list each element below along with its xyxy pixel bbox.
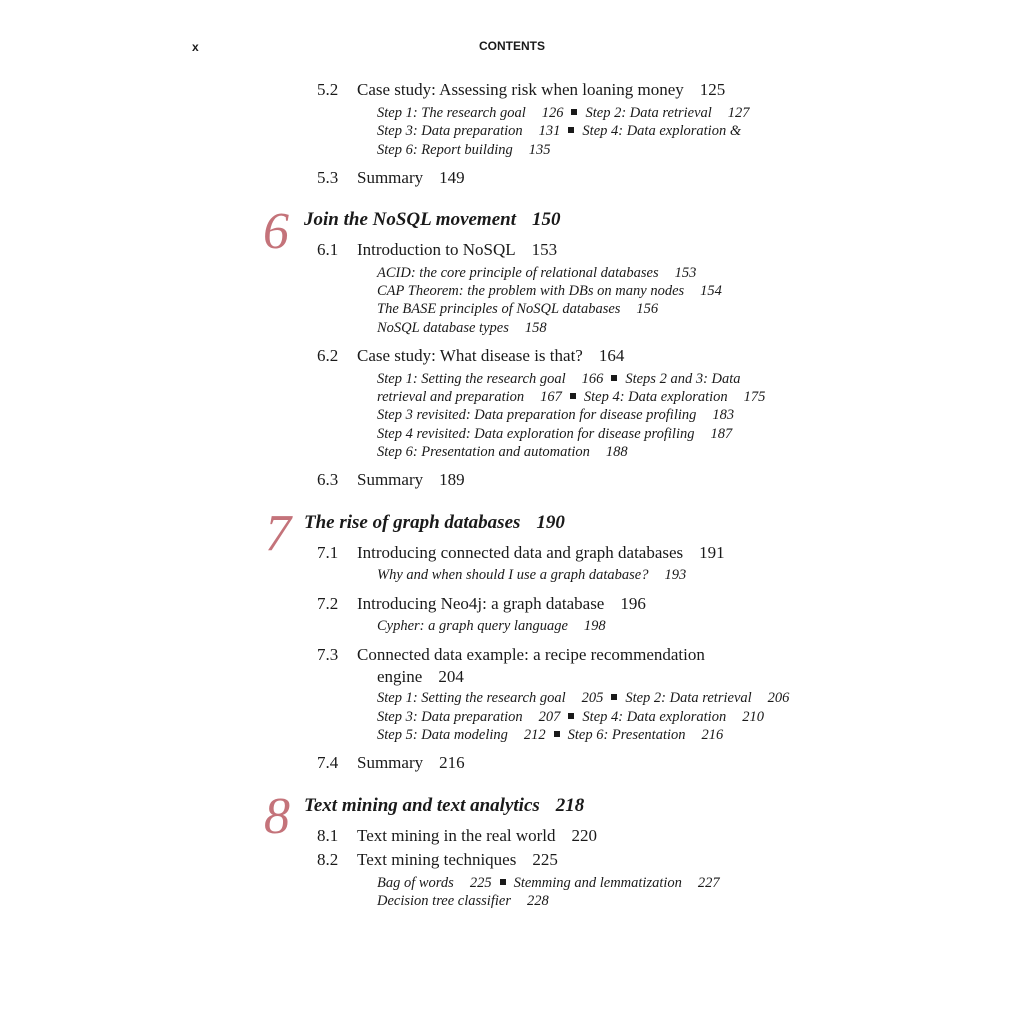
chapter-entry	[304, 209, 561, 231]
subsection-line	[377, 875, 720, 892]
subsection-title: Step 2: Data retrieval	[585, 105, 712, 121]
subsection-line	[377, 690, 789, 707]
subsection-title: Step 6: Report building	[377, 142, 513, 158]
page-number: 225	[532, 850, 558, 869]
subsection-line	[377, 142, 550, 159]
separator-bullet-icon	[570, 393, 576, 399]
section-entry	[317, 594, 646, 614]
chapter-title: Join the NoSQL movement	[304, 209, 516, 230]
chapter-number: 8	[264, 788, 290, 845]
subsection-line	[377, 265, 696, 282]
page-number: 205	[581, 690, 604, 706]
section-number: 6.2	[317, 346, 339, 365]
subsection-line	[377, 727, 723, 744]
subsection-title: Step 3: Data preparation	[377, 123, 523, 139]
page-number: 207	[538, 709, 561, 725]
page-number: 193	[664, 567, 687, 583]
section-title: Introducing Neo4j: a graph database	[357, 594, 605, 613]
separator-bullet-icon	[500, 879, 506, 885]
page-number: 125	[699, 80, 726, 99]
chapter-number: 6	[263, 203, 289, 260]
subsection-title: Step 6: Presentation	[567, 727, 686, 743]
chapter-number: 7	[265, 505, 291, 562]
subsection-title: Step 3: Data preparation	[377, 709, 523, 725]
page-number: 216	[439, 753, 465, 772]
section-entry	[317, 753, 465, 773]
page-number: 166	[581, 371, 604, 387]
subsection-line	[377, 567, 686, 584]
page-number: 188	[605, 444, 628, 460]
subsection-line	[377, 426, 732, 443]
subsection-title: ACID: the core principle of relational databases	[377, 265, 659, 281]
page-number: 220	[571, 826, 598, 845]
subsection-title: Step 1: The research goal	[377, 105, 526, 121]
subsection-title: Step 3 revisited: Data preparation for disease profiling	[377, 407, 697, 423]
separator-bullet-icon	[611, 694, 617, 700]
page-number: x	[192, 40, 199, 54]
subsection-title: Step 4: Data exploration &	[582, 123, 742, 139]
section-title: Introduction to NoSQL	[357, 240, 516, 259]
subsection-title: Step 2: Data retrieval	[625, 690, 752, 706]
page-number: 225	[469, 875, 492, 891]
subsection-line	[377, 389, 765, 406]
separator-bullet-icon	[568, 713, 574, 719]
page-number: 206	[767, 690, 790, 706]
chapter-entry	[304, 795, 584, 817]
subsection-title: Step 4: Data exploration	[582, 709, 727, 725]
page-number: 175	[743, 389, 766, 405]
subsection-title: Step 1: Setting the research goal	[377, 690, 566, 706]
page-number: 127	[727, 105, 750, 121]
section-number: 8.1	[317, 826, 339, 845]
section-title: Text mining techniques	[357, 850, 517, 869]
subsection-title: CAP Theorem: the problem with DBs on many nodes	[377, 283, 685, 299]
section-title: Case study: Assessing risk when loaning money	[357, 80, 684, 99]
subsection-title: Stemming and lemmatization	[513, 875, 682, 891]
page-number: 227	[697, 875, 720, 891]
subsection-line	[377, 283, 722, 300]
section-entry	[317, 80, 725, 100]
section-entry	[317, 543, 725, 563]
section-title: Introducing connected data and graph databases	[357, 543, 684, 562]
section-entry	[317, 645, 705, 665]
subsection-line	[377, 123, 741, 140]
page-number: 218	[555, 795, 585, 816]
subsection-title: Step 1: Setting the research goal	[377, 371, 566, 387]
page-number: 196	[620, 594, 646, 613]
chapter-title: Text mining and text analytics	[304, 795, 540, 816]
section-entry	[317, 346, 624, 366]
subsection-line	[377, 371, 741, 388]
page-number: 156	[636, 301, 659, 317]
page-number: 216	[701, 727, 724, 743]
page-number: 191	[699, 543, 725, 562]
section-number: 8.2	[317, 850, 339, 869]
page-number: 183	[712, 407, 735, 423]
page-number: 198	[583, 618, 606, 634]
section-entry	[317, 168, 465, 188]
subsection-line	[377, 407, 734, 424]
subsection-title: Decision tree classifier	[377, 893, 511, 909]
page-number: 131	[538, 123, 561, 139]
page-number: 212	[523, 727, 546, 743]
section-number: 5.3	[317, 168, 339, 187]
page-number: 228	[526, 893, 549, 909]
page-number: 210	[742, 709, 764, 725]
subsection-line	[377, 618, 606, 635]
subsection-title: retrieval and preparation	[377, 389, 525, 405]
section-entry	[317, 470, 465, 490]
section-number: 7.3	[317, 645, 339, 664]
page-number: 204	[438, 667, 464, 686]
subsection-title: Step 5: Data modeling	[377, 727, 508, 743]
section-title: Case study: What disease is that?	[357, 346, 583, 365]
section-title: Connected data example: a recipe recommendation	[357, 645, 705, 664]
section-entry	[317, 240, 557, 260]
page-number: 135	[528, 142, 551, 158]
section-title: engine	[377, 667, 423, 686]
subsection-line	[377, 709, 764, 726]
section-title: Summary	[357, 470, 424, 489]
subsection-line	[377, 320, 547, 337]
section-entry	[317, 826, 597, 846]
page-number: 164	[598, 346, 625, 365]
subsection-title: Step 6: Presentation and automation	[377, 444, 590, 460]
section-entry	[377, 667, 464, 687]
page-number: 150	[532, 209, 561, 230]
chapter-entry	[304, 512, 565, 534]
section-title: Summary	[357, 168, 424, 187]
subsection-title: Step 4: Data exploration	[583, 389, 728, 405]
page-number: 190	[536, 512, 565, 533]
subsection-line	[377, 105, 750, 122]
section-number: 7.4	[317, 753, 339, 772]
subsection-title: Cypher: a graph query language	[377, 618, 568, 634]
page-number: 189	[439, 470, 465, 489]
section-number: 6.3	[317, 470, 339, 489]
page-number: 154	[700, 283, 722, 299]
separator-bullet-icon	[568, 127, 574, 133]
section-entry	[317, 850, 558, 870]
separator-bullet-icon	[554, 731, 560, 737]
subsection-line	[377, 444, 628, 461]
page-number: 126	[541, 105, 564, 121]
section-title: Summary	[357, 753, 424, 772]
subsection-line	[377, 893, 549, 910]
section-number: 7.1	[317, 543, 339, 562]
subsection-title: NoSQL database types	[377, 320, 509, 336]
subsection-title: Step 4 revisited: Data exploration for disease profiling	[377, 426, 695, 442]
page-number: 167	[540, 389, 562, 405]
page-number: 158	[524, 320, 547, 336]
subsection-title: Steps 2 and 3: Data	[625, 371, 741, 387]
subsection-title: Bag of words	[377, 875, 454, 891]
page-number: 187	[710, 426, 733, 442]
subsection-line	[377, 301, 658, 318]
subsection-title: The BASE principles of NoSQL databases	[377, 301, 621, 317]
section-number: 6.1	[317, 240, 339, 259]
page-number: 153	[674, 265, 697, 281]
section-number: 5.2	[317, 80, 339, 99]
chapter-title: The rise of graph databases	[304, 512, 521, 533]
subsection-title: Why and when should I use a graph database?	[377, 567, 649, 583]
section-number: 7.2	[317, 594, 339, 613]
page-number: 153	[531, 240, 558, 259]
running-header: CONTENTS	[479, 39, 545, 53]
separator-bullet-icon	[611, 375, 617, 381]
separator-bullet-icon	[571, 109, 577, 115]
page-number: 149	[439, 168, 465, 187]
section-title: Text mining in the real world	[357, 826, 556, 845]
